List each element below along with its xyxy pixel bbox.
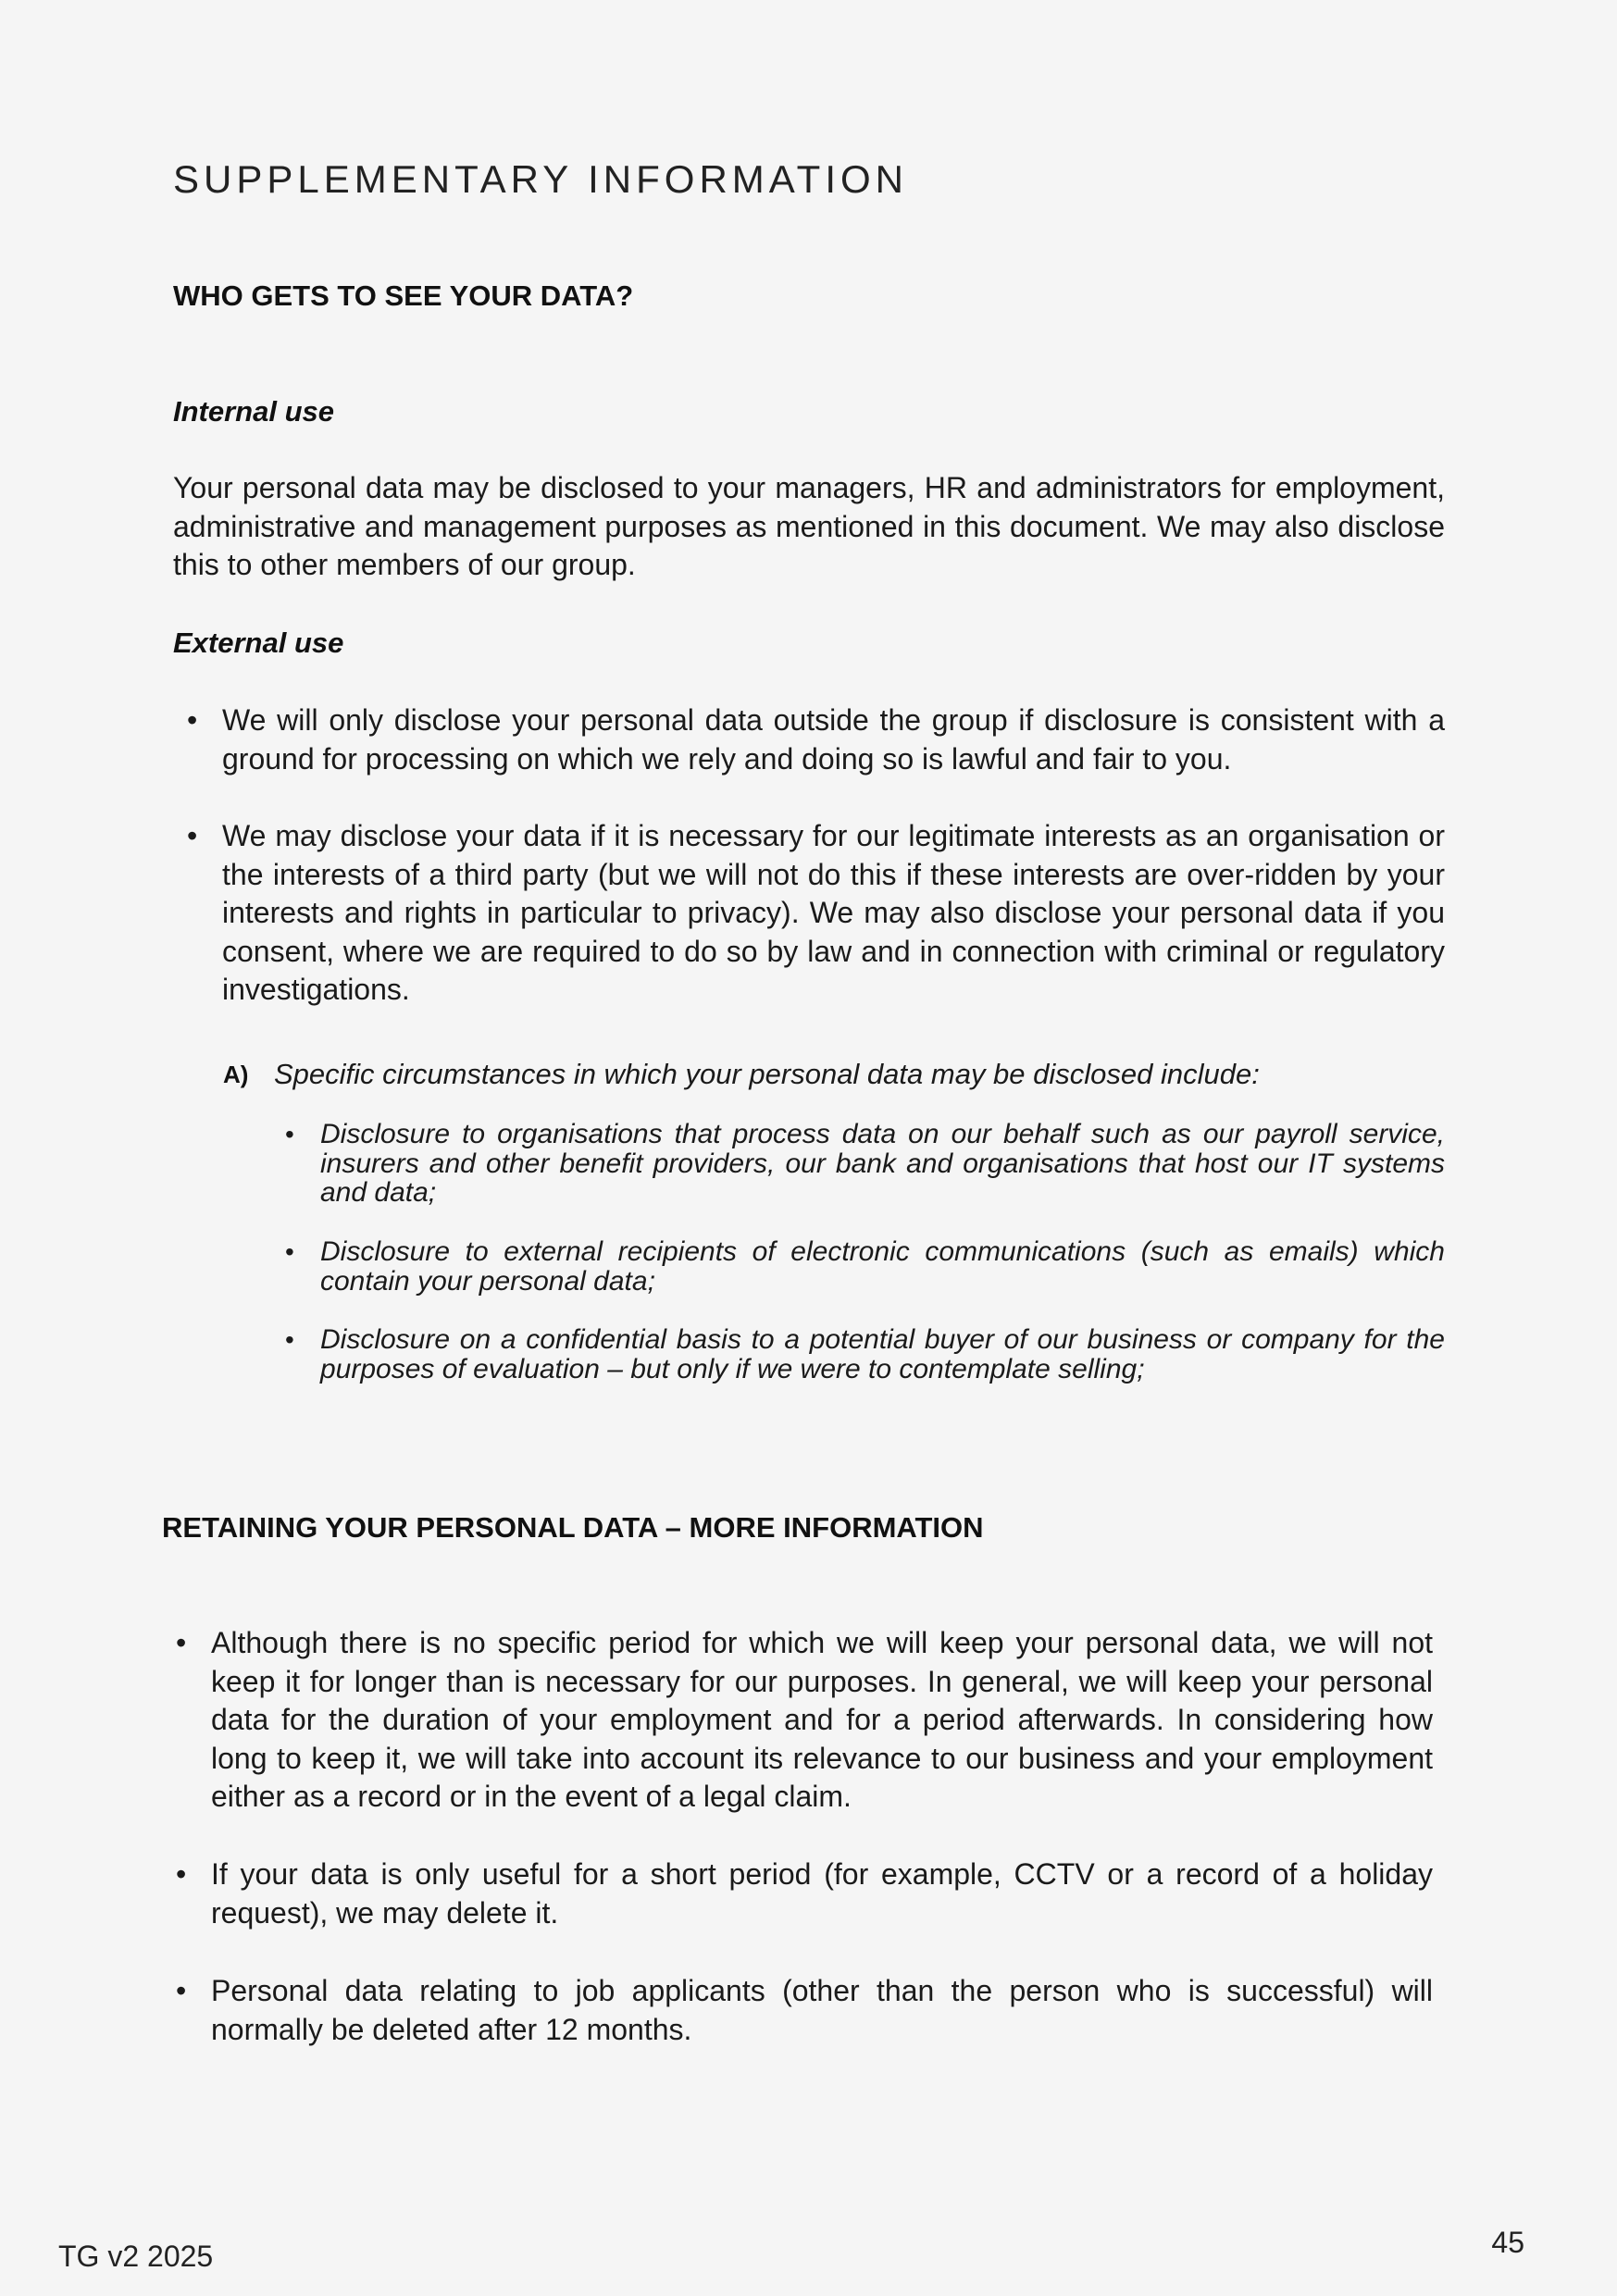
sub-list-label: A) <box>223 1061 249 1088</box>
footer-version: TG v2 2025 <box>58 2240 214 2273</box>
list-item <box>176 1972 1433 2049</box>
bullet-icon: • <box>285 1120 294 1148</box>
list-item <box>285 1119 1445 1208</box>
list-item-text: Personal data relating to job applicants (other than the person who is successful) will normally be deleted after 12 months. <box>211 1974 1433 2046</box>
list-item-text: Disclosure to organisations that process data on our behalf such as our payroll service, insurers and other benefit providers, our bank and organisations that host our IT systems and data; <box>320 1119 1445 1208</box>
internal-use-paragraph: Your personal data may be disclosed to your managers, HR and administrators for employment, administrative and management purposes as mentioned in this document. We may also disclose this to other members of our group. <box>173 471 1445 581</box>
sub-list-intro: Specific circumstances in which your personal data may be disclosed include: <box>274 1058 1260 1090</box>
page-title: SUPPLEMENTARY INFORMATION <box>173 157 908 201</box>
list-item-text: Disclosure to external recipients of electronic communications (such as emails) which contain your personal data; <box>320 1236 1445 1297</box>
bullet-icon: • <box>285 1325 294 1354</box>
bullet-icon: • <box>176 1626 187 1659</box>
bullet-icon: • <box>285 1237 294 1266</box>
list-item <box>285 1236 1445 1297</box>
list-item <box>187 817 1445 1010</box>
list-item <box>176 1855 1433 1932</box>
list-item-text: Disclosure on a confidential basis to a potential buyer of our business or company for the purposes of evaluation – but only if we were to contemplate selling; <box>320 1324 1445 1384</box>
list-item <box>285 1324 1445 1384</box>
bullet-icon: • <box>187 703 198 737</box>
list-item-text: If your data is only useful for a short period (for example, CCTV or a record of a holiday request), we may delete it. <box>211 1857 1433 1930</box>
section-heading-who-sees-data: WHO GETS TO SEE YOUR DATA? <box>173 279 634 312</box>
list-item-text: We may disclose your data if it is necessary for our legitimate interests as an organisation or the interests of a third party (but we will not do this if these interests are over-ridden by your interests and rights in particular to privacy). We may also disclose your personal data if you consent, where we are required to do so by law and in connection with criminal or regulatory investigations. <box>222 819 1445 1006</box>
subheading-external-use: External use <box>173 627 344 659</box>
bullet-icon: • <box>187 819 198 852</box>
section-heading-retaining-data: RETAINING YOUR PERSONAL DATA – MORE INFORMATION <box>162 1511 984 1544</box>
bullet-icon: • <box>176 1974 187 2007</box>
list-item-text: We will only disclose your personal data outside the group if disclosure is consistent with a ground for processing on which we rely and doing so is lawful and fair to you. <box>222 703 1445 776</box>
bullet-icon: • <box>176 1857 187 1891</box>
list-item-text: Although there is no specific period for which we will keep your personal data, we will not keep it for longer than is necessary for our purposes. In general, we will keep your personal data for the duration of your employment and for a period afterwards. In considering how long to keep it, we will take into account its relevance to our business and your employment either as a record or in the event of a legal claim. <box>211 1626 1433 1813</box>
page-number: 45 <box>1491 2226 1524 2259</box>
subheading-internal-use: Internal use <box>173 395 334 428</box>
list-item <box>176 1624 1433 1817</box>
list-item <box>187 701 1445 778</box>
